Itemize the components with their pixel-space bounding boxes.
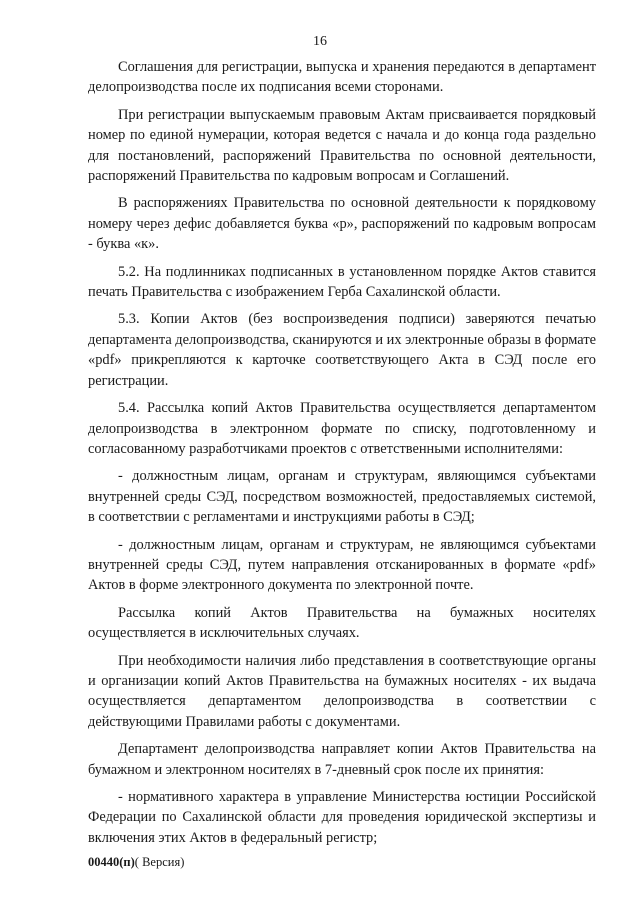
paragraph: Рассылка копий Актов Правительства на бумажных носителях осуществляется в исключительных случаях. (88, 604, 596, 642)
list-item: - должностным лицам, органам и структурам, являющимся субъектами внутренней среды СЭД, посредством возможностей, предоставляемых системой, в соответствии с регламентами и инструкциями работы в СЭД; (88, 468, 596, 526)
paragraph: В распоряжениях Правительства по основной деятельности к порядковому номеру через дефис добавляется буква «р», распоряжений по кадровым вопросам - буква «к». (88, 195, 596, 253)
paragraph: 5.2. На подлинниках подписанных в установленном порядке Актов ставится печать Правительства с изображением Герба Сахалинской области. (88, 263, 596, 301)
paragraph: Департамент делопроизводства направляет копии Актов Правительства на бумажном и электронном носителях в 7-дневный срок после их принятия: (88, 741, 596, 778)
list-item: - должностным лицам, органам и структурам, не являющимся субъектами внутренней среды СЭД, путем направления отсканированных в формате «pdf» Актов в форме электронного документа по электронной почте. (88, 536, 596, 594)
paragraph: Соглашения для регистрации, выпуска и хранения передаются в департамент делопроизводства после их подписания всеми сторонами. (88, 59, 596, 96)
document-code: 00440(п) (88, 855, 135, 869)
list-item: - нормативного характера в управление Министерства юстиции Российской Федерации по Сахалинской области для проведения юридической экспертизы и включения этих Актов в федеральный регистр; (88, 789, 596, 846)
page-number: 16 (313, 34, 327, 49)
document-version: ( Версия) (134, 855, 185, 869)
paragraph: 5.4. Рассылка копий Актов Правительства осуществляется департаментом делопроизводства в электронном формате по списку, подготовленному и согласованному разработчиками проектов с ответственными исполнителями: (88, 400, 596, 457)
paragraph: 5.3. Копии Актов (без воспроизведения подписи) заверяются печатью департамента делопроизводства, сканируются и их электронные образы в формате «pdf» прикрепляются к карточке соответствующего Акта в СЭД после его регистрации. (88, 311, 596, 389)
document-body (88, 57, 596, 855)
paragraph: При регистрации выпускаемым правовым Актам присваивается порядковый номер по единой нумерации, которая ведется с начала и до конца года раздельно для постановлений, распоряжений Правительства по основной деятельности, распоряжений Правительства по кадровым вопросам и Соглашений. (88, 106, 596, 185)
document-footer (88, 855, 184, 870)
paragraph: При необходимости наличия либо представления в соответствующие органы и организации копий Актов Правительства на бумажных носителях - их выдача осуществляется департаментом делопроизводства в соответствии с действующими Правилами работы с документами. (88, 652, 596, 730)
